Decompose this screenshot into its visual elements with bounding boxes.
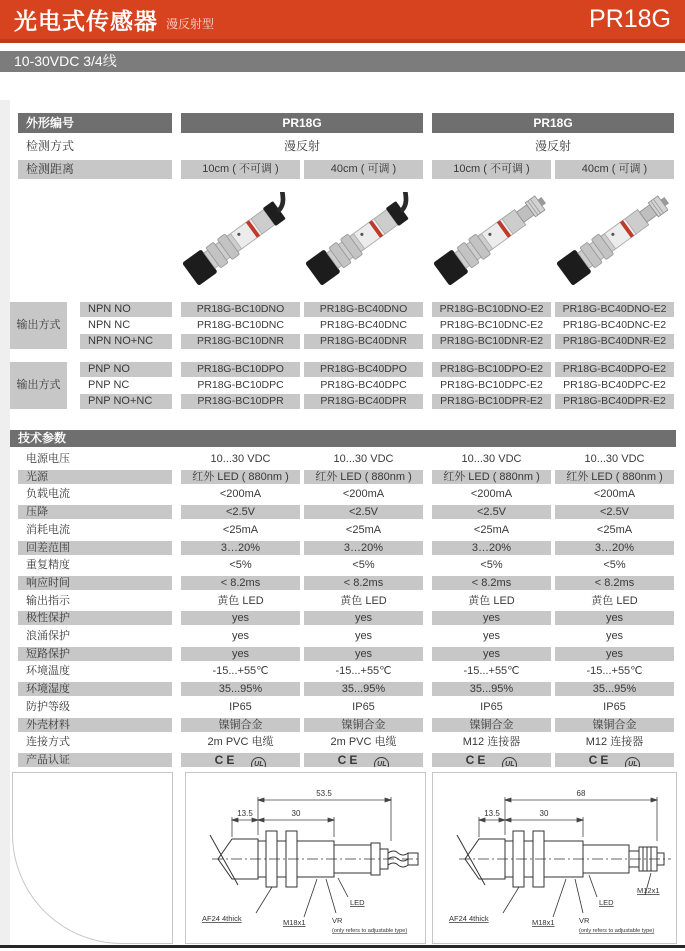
spec-value-cell: -15...+55℃	[463, 665, 520, 677]
output-type-header: 输出方式	[10, 362, 67, 409]
spec-value-cell: <25mA	[473, 524, 510, 536]
spec-value-cell: yes	[555, 647, 674, 661]
page-footer-rule	[0, 945, 685, 948]
output-logic-label: NPN NO+NC	[80, 334, 172, 349]
vr-label: VR	[332, 916, 343, 925]
spec-value-cell: 黄色 LED	[591, 595, 638, 607]
spec-label: 消耗电流	[26, 524, 70, 536]
output-type-header: 输出方式	[10, 302, 67, 349]
output-logic-label: NPN NC	[88, 319, 131, 331]
spec-label: 光源	[18, 470, 172, 484]
model-number-cell: PR18G-BC10DPO	[181, 362, 300, 377]
spec-value-cell: yes	[181, 647, 300, 661]
method-value-1: 漫反射	[283, 139, 320, 153]
dimension-drawing-cable	[185, 772, 426, 944]
distance-value: 40cm ( 可调 )	[555, 160, 674, 179]
spec-value-cell: <5%	[352, 559, 375, 571]
spec-value-cell: 35...95%	[432, 682, 551, 696]
spec-value-cell: < 8.2ms	[432, 576, 551, 590]
group-header-1: PR18G	[181, 113, 423, 133]
page-subtitle: 漫反射型	[166, 17, 215, 31]
spec-label: 产品认证	[18, 753, 172, 767]
spec-value-cell: <200mA	[470, 488, 513, 500]
model-number-cell: PR18G-BC10DNO-E2	[432, 302, 551, 317]
spec-value-cell: yes	[432, 611, 551, 625]
spec-label: 浪涌保护	[26, 630, 70, 642]
model-number-cell: PR18G-BC10DPC	[197, 379, 284, 391]
model-number-cell: PR18G-BC10DNR-E2	[432, 334, 551, 349]
spec-table	[10, 0, 676, 951]
model-number-cell: PR18G-BC10DPR	[181, 394, 300, 409]
distance-value: 40cm ( 可调 )	[304, 160, 423, 179]
spec-value-cell: yes	[304, 611, 423, 625]
method-label: 检测方式	[26, 139, 75, 153]
ul-mark-icon: UL	[502, 757, 517, 767]
model-number-cell: PR18G-BC40DPR-E2	[555, 394, 674, 409]
product-photo	[549, 192, 681, 304]
tech-params-header: 技术参数	[10, 430, 676, 447]
spec-label: 压降	[18, 505, 172, 519]
spec-value-cell: 红外 LED ( 880nm )	[181, 470, 300, 484]
sensor-photo-connector	[549, 192, 681, 304]
output-logic-label: NPN NO	[80, 302, 172, 317]
spec-value-cell: 35...95%	[181, 682, 300, 696]
ul-mark-icon: UL	[374, 757, 389, 767]
spec-value-cell: 红外 LED ( 880nm )	[304, 470, 423, 484]
spec-value-cell: 35...95%	[304, 682, 423, 696]
spec-value-cell: yes	[482, 630, 501, 642]
model-number-cell: PR18G-BC40DNR	[304, 334, 423, 349]
dim-overall: 53.5	[316, 789, 332, 798]
wrench-label: AF24 4thick	[202, 914, 242, 923]
spec-value-cell: -15...+55℃	[335, 665, 392, 677]
spec-value-cell: 2m PVC 电缆	[330, 736, 397, 748]
spec-value-cell: 10...30 VDC	[461, 453, 522, 465]
output-logic-label: PNP NO+NC	[80, 394, 172, 409]
sensor-photo-connector	[426, 192, 558, 304]
connector-sensor-drawing	[433, 773, 676, 941]
led-label: LED	[599, 898, 614, 907]
distance-value: 10cm ( 不可调 )	[432, 160, 551, 179]
vr-note: (only refers to adjustable type)	[579, 928, 655, 934]
model-number-cell: PR18G-BC40DPO-E2	[555, 362, 674, 377]
voltage-bar: 10-30VDC 3/4线	[0, 51, 685, 72]
dimension-drawing-connector	[432, 772, 677, 944]
connector-thread-label: M12x1	[637, 886, 660, 895]
spec-value-cell: <200mA	[342, 488, 385, 500]
spec-value-cell: M12 连接器	[585, 736, 644, 748]
spec-label: 回差范围	[18, 541, 172, 555]
spec-value-cell: M12 连接器	[462, 736, 521, 748]
spec-value-cell: -15...+55℃	[212, 665, 269, 677]
spec-label: 环境温度	[26, 665, 70, 677]
spec-value-cell: <5%	[603, 559, 626, 571]
left-margin-strip	[0, 100, 10, 945]
spec-label: 电源电压	[26, 453, 70, 465]
model-number-cell: PR18G-BC10DNO	[181, 302, 300, 317]
spec-value-cell: <25mA	[596, 524, 633, 536]
spec-value-cell: 2m PVC 电缆	[207, 736, 274, 748]
dim-overall: 68	[576, 789, 586, 798]
vr-note: (only refers to adjustable type)	[332, 928, 408, 934]
spec-value-cell: 10...30 VDC	[584, 453, 645, 465]
spec-value-cell: 红外 LED ( 880nm )	[555, 470, 674, 484]
model-number-cell: PR18G-BC10DNC	[197, 319, 284, 331]
spec-value-cell: IP65	[229, 701, 252, 713]
output-logic-label: PNP NO	[80, 362, 172, 377]
dim-thread: 30	[539, 809, 549, 818]
spec-value-cell: 3…20%	[432, 541, 551, 555]
product-photo	[426, 192, 558, 304]
thread-label: M18x1	[283, 918, 306, 927]
ul-mark-icon: UL	[625, 757, 640, 767]
spec-value-cell: yes	[555, 611, 674, 625]
shape-header-label: 外形编号	[18, 113, 172, 133]
spec-label: 重复精度	[26, 559, 70, 571]
model-number-cell: PR18G-BC40DNR-E2	[555, 334, 674, 349]
model-number-cell: PR18G-BC40DNC-E2	[562, 319, 667, 331]
model-number-cell: PR18G-BC40DNO	[304, 302, 423, 317]
spec-label: 防护等级	[26, 701, 70, 713]
spec-value-cell: yes	[354, 630, 373, 642]
ce-mark-icon: CE	[588, 753, 612, 767]
model-number-cell: PR18G-BC10DNR	[181, 334, 300, 349]
spec-value-cell: IP65	[480, 701, 503, 713]
spec-label: 输出指示	[26, 595, 70, 607]
model-number-cell: PR18G-BC40DPR	[304, 394, 423, 409]
model-number-cell: PR18G-BC10DPC-E2	[440, 379, 543, 391]
spec-value-cell: 镍铜合金	[432, 718, 551, 732]
spec-label: 短路保护	[18, 647, 172, 661]
model-number-cell: PR18G-BC10DNC-E2	[439, 319, 544, 331]
series-model: PR18G	[589, 5, 671, 33]
spec-label: 连接方式	[26, 736, 70, 748]
spec-value-cell	[181, 753, 300, 767]
spec-value-cell: yes	[304, 647, 423, 661]
spec-value-cell: 10...30 VDC	[210, 453, 271, 465]
group-header-2: PR18G	[432, 113, 674, 133]
spec-value-cell: <5%	[229, 559, 252, 571]
vr-label: VR	[579, 916, 590, 925]
ul-mark-icon: UL	[251, 757, 266, 767]
distance-value: 10cm ( 不可调 )	[181, 160, 300, 179]
model-number-cell: PR18G-BC40DPC-E2	[563, 379, 666, 391]
model-number-cell: PR18G-BC10DPR-E2	[432, 394, 551, 409]
spec-value-cell: <200mA	[219, 488, 262, 500]
product-photo	[298, 192, 430, 304]
spec-value-cell: 黄色 LED	[468, 595, 515, 607]
sensor-photo-cable	[175, 192, 307, 304]
dim-thread: 30	[291, 809, 301, 818]
model-number-cell: PR18G-BC40DNC	[320, 319, 407, 331]
spec-label: 环境湿度	[18, 682, 172, 696]
spec-value-cell: <2.5V	[304, 505, 423, 519]
spec-value-cell: <2.5V	[432, 505, 551, 519]
spec-value-cell: IP65	[352, 701, 375, 713]
spec-label: 响应时间	[18, 576, 172, 590]
spec-value-cell	[304, 753, 423, 767]
product-photo	[175, 192, 307, 304]
spec-value-cell: 35...95%	[555, 682, 674, 696]
spec-value-cell: 黄色 LED	[217, 595, 264, 607]
ce-mark-icon: CE	[337, 753, 361, 767]
spec-value-cell: 镍铜合金	[181, 718, 300, 732]
spec-value-cell: yes	[181, 611, 300, 625]
spec-label: 外壳材料	[18, 718, 172, 732]
spec-value-cell: 3…20%	[555, 541, 674, 555]
spec-value-cell: yes	[432, 647, 551, 661]
spec-value-cell: IP65	[603, 701, 626, 713]
spec-value-cell: 10...30 VDC	[333, 453, 394, 465]
spec-value-cell: -15...+55℃	[586, 665, 643, 677]
led-label: LED	[350, 898, 365, 907]
model-number-cell: PR18G-BC40DPC	[320, 379, 407, 391]
spec-value-cell: <200mA	[593, 488, 636, 500]
spec-value-cell: < 8.2ms	[304, 576, 423, 590]
model-number-cell: PR18G-BC40DNO-E2	[555, 302, 674, 317]
sensor-photo-cable	[298, 192, 430, 304]
spec-value-cell: 红外 LED ( 880nm )	[432, 470, 551, 484]
dim-front: 13.5	[484, 809, 500, 818]
page-title: 光电式传感器	[14, 8, 158, 34]
spec-value-cell: <25mA	[345, 524, 382, 536]
wrench-label: AF24 4thick	[449, 914, 489, 923]
method-value-2: 漫反射	[534, 139, 571, 153]
output-logic-label: PNP NC	[88, 379, 130, 391]
spec-value-cell: 镍铜合金	[304, 718, 423, 732]
spec-value-cell: <2.5V	[555, 505, 674, 519]
model-number-cell: PR18G-BC10DPO-E2	[432, 362, 551, 377]
spec-value-cell: 黄色 LED	[340, 595, 387, 607]
spec-label: 极性保护	[18, 611, 172, 625]
spec-value-cell: < 8.2ms	[181, 576, 300, 590]
distance-label: 检测距离	[18, 160, 172, 179]
spec-label: 负载电流	[26, 488, 70, 500]
dim-front: 13.5	[237, 809, 253, 818]
spec-value-cell	[555, 753, 674, 767]
spec-value-cell: <25mA	[222, 524, 259, 536]
thread-label: M18x1	[532, 918, 555, 927]
spec-value-cell	[432, 753, 551, 767]
spec-value-cell: yes	[231, 630, 250, 642]
cable-sensor-drawing	[186, 773, 423, 941]
spec-value-cell: yes	[605, 630, 624, 642]
spec-value-cell: 镍铜合金	[555, 718, 674, 732]
spec-value-cell: 3…20%	[304, 541, 423, 555]
ce-mark-icon: CE	[465, 753, 489, 767]
model-number-cell: PR18G-BC40DPO	[304, 362, 423, 377]
ce-mark-icon: CE	[214, 753, 238, 767]
spec-value-cell: <5%	[480, 559, 503, 571]
spec-value-cell: 3…20%	[181, 541, 300, 555]
spec-value-cell: < 8.2ms	[555, 576, 674, 590]
empty-drawing-box	[12, 772, 173, 944]
spec-value-cell: <2.5V	[181, 505, 300, 519]
